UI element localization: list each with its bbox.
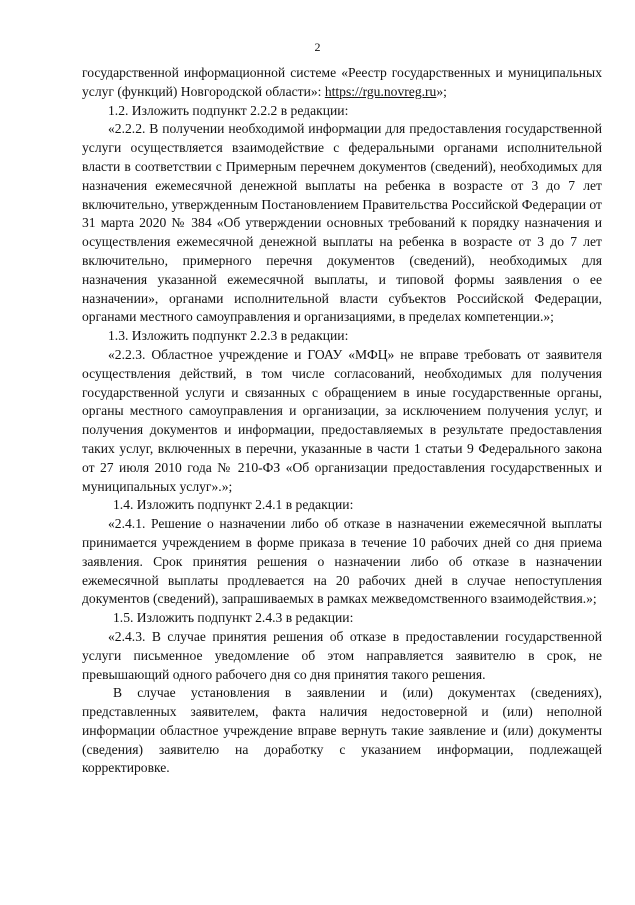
paragraph-2-4-3: «2.4.3. В случае принятия решения об отказе в предоставлении государственной услуги письменное уведомление об этом направляется заявителю в срок, не превышающий одного рабочего дня со дня принятия такого решения. (82, 628, 602, 682)
paragraph-2-4-3-continued: В случае установления в заявлении и (или) документах (сведениях), представленных заявителем, факта наличия недостоверной и (или) неполной информации областное учреждение вправе вернуть такие заявление и (или) документы (сведения) заявителю на доработку с указанием информации, подлежащей корректировке. (82, 685, 602, 776)
paragraph-2-2-2: «2.2.2. В получении необходимой информации для предоставления государственной услуги осуществляется взаимодействие с федеральными органами исполнительной власти в соответствии с Примерным перечнем документов (сведений), необходимых для назначения ежемесячной денежной выплаты на ребенка в возрасте от 3 до 7 лет включительно, утвержденным Постановлением Правительства Российской Федерации от 31 марта 2020 № 384 «Об утверждении основных требований к порядку назначения и осуществления ежемесячной денежной выплаты на ребенка в возрасте от 3 до 7 лет включительно, примерного перечня документов (сведений), необходимых для назначения указанной ежемесячной выплаты, и типовой формы заявления о ее назначении», органами исполнительной власти субъектов Российской Федерации, органами местного самоуправления и организациями, в пределах компетенции.»; (82, 121, 602, 325)
paragraph-text: »; (436, 83, 447, 99)
paragraph-text: государственной информационной системе «Реестр государственных и муниципальных услуг (функций) Новгородской области»: (82, 65, 602, 99)
paragraph-item-1-2: 1.2. Изложить подпункт 2.2.2 в редакции: (108, 102, 349, 118)
page-number: 2 (314, 40, 321, 54)
rgu-link[interactable]: https://rgu.novreg.ru (324, 83, 437, 99)
paragraph-2-4-1: «2.4.1. Решение о назначении либо об отказе в назначении ежемесячной выплаты принимается учреждением в форме приказа в течение 10 рабочих дней со дня приема заявления. Срок принятия решения о назначении либо об отказе в назначении ежемесячной выплаты продлевается на 20 рабочих дней в случае непоступления документов (сведений), запрашиваемых в рамках межведомственного взаимодействия.»; (82, 516, 602, 607)
paragraph-item-1-3: 1.3. Изложить подпункт 2.2.3 в редакции: (108, 328, 349, 344)
paragraph-item-1-4: 1.4. Изложить подпункт 2.4.1 в редакции: (113, 497, 354, 513)
paragraph-item-1-5: 1.5. Изложить подпункт 2.4.3 в редакции: (113, 610, 354, 626)
document-body (82, 64, 602, 778)
paragraph-2-2-3: «2.2.3. Областное учреждение и ГОАУ «МФЦ» не вправе требовать от заявителя осуществления действий, в том числе согласований, необходимых для получения государственной услуги и связанных с обращением в иные государственные органы, органы местного самоуправления и организации, за исключением получения услуг, и получения документов и информации, предоставляемых в результате предоставления таких услуг, включенных в перечни, указанные в части 1 статьи 9 Федерального закона от 27 июля 2010 года № 210-ФЗ «Об организации предоставления государственных и муниципальных услуг».»; (82, 346, 602, 494)
paragraph-continuation (82, 64, 602, 102)
